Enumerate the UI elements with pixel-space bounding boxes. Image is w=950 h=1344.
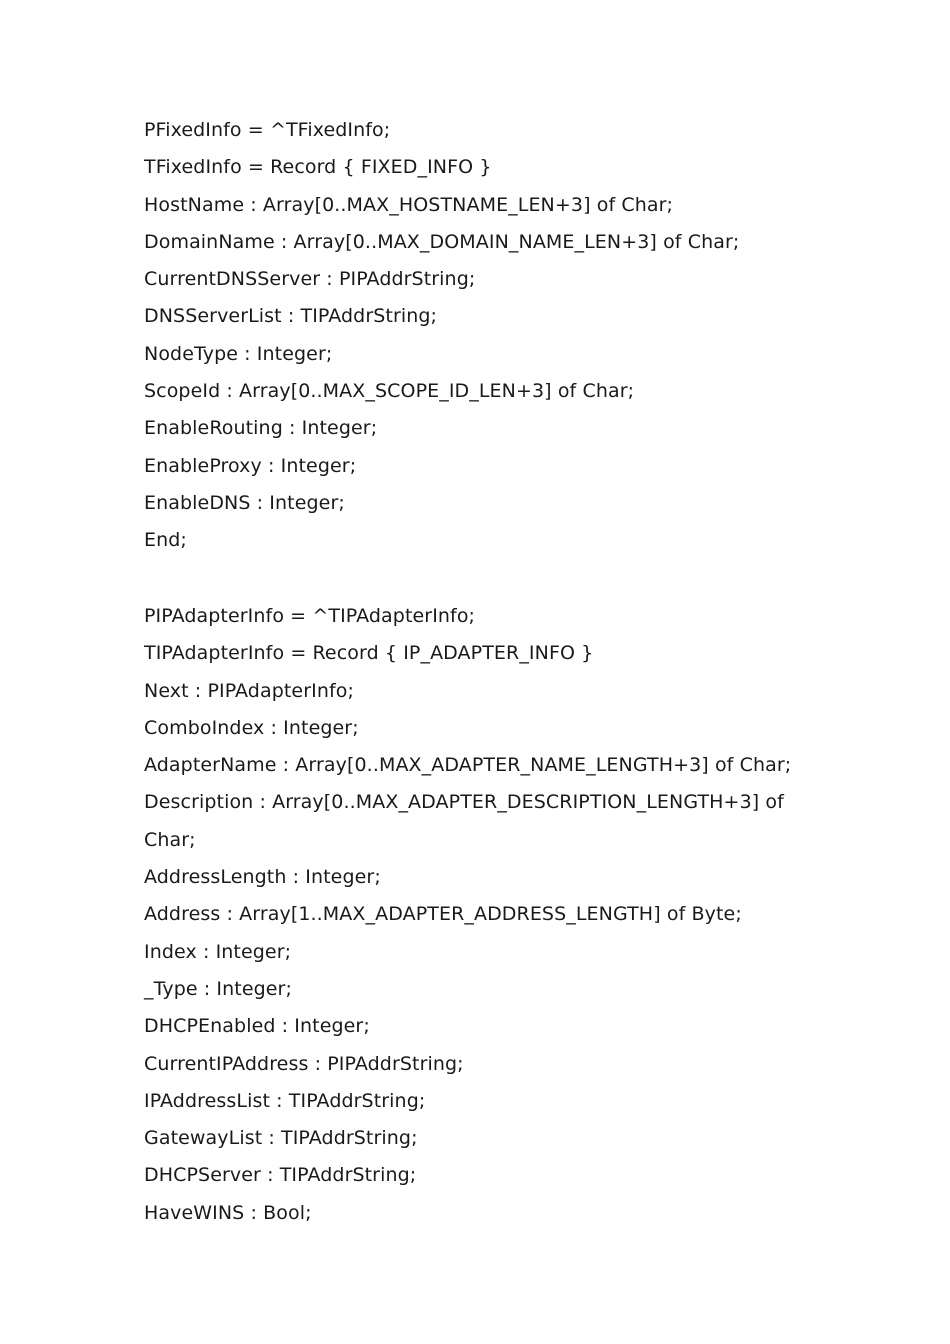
code-line: TFixedInfo = Record { FIXED_INFO } xyxy=(144,156,492,179)
code-line: DHCPServer : TIPAddrString; xyxy=(144,1164,417,1187)
fixed-info-declaration xyxy=(144,112,844,560)
code-line: IPAddressList : TIPAddrString; xyxy=(144,1089,426,1112)
adapter-info-declaration xyxy=(144,598,844,1232)
code-line: GatewayList : TIPAddrString; xyxy=(144,1127,418,1150)
code-line: DomainName : Array[0..MAX_DOMAIN_NAME_LEN+3] of Char; xyxy=(144,230,740,253)
code-line: EnableRouting : Integer; xyxy=(144,417,378,440)
code-line: Index : Integer; xyxy=(144,940,292,963)
code-line: AdapterName : Array[0..MAX_ADAPTER_NAME_LENGTH+3] of Char; xyxy=(144,754,792,777)
code-line: DHCPEnabled : Integer; xyxy=(144,1015,370,1038)
code-line: PFixedInfo = ^TFixedInfo; xyxy=(144,119,391,141)
code-line: EnableProxy : Integer; xyxy=(144,454,357,477)
code-line: ScopeId : Array[0..MAX_SCOPE_ID_LEN+3] of Char; xyxy=(144,380,635,403)
code-line: DNSServerList : TIPAddrString; xyxy=(144,305,438,328)
code-line: TIPAdapterInfo = Record { IP_ADAPTER_INFO } xyxy=(144,642,594,665)
code-line: PIPAdapterInfo = ^TIPAdapterInfo; xyxy=(144,605,476,627)
code-line: Char; xyxy=(144,828,196,851)
code-line: HostName : Array[0..MAX_HOSTNAME_LEN+3] of Char; xyxy=(144,193,674,216)
code-line: CurrentDNSServer : PIPAddrString; xyxy=(144,268,476,291)
code-line: AddressLength : Integer; xyxy=(144,866,381,889)
code-line: ComboIndex : Integer; xyxy=(144,716,359,739)
code-line: HaveWINS : Bool; xyxy=(144,1201,312,1224)
code-line: EnableDNS : Integer; xyxy=(144,491,345,514)
code-line: Next : PIPAdapterInfo; xyxy=(144,679,354,702)
code-line: End; xyxy=(144,529,187,552)
code-line: _Type : Integer; xyxy=(144,977,292,1000)
code-line: NodeType : Integer; xyxy=(144,342,333,365)
code-line: CurrentIPAddress : PIPAddrString; xyxy=(144,1052,464,1075)
code-line: Description : Array[0..MAX_ADAPTER_DESCRIPTION_LENGTH+3] of xyxy=(144,791,784,814)
code-line: Address : Array[1..MAX_ADAPTER_ADDRESS_LENGTH] of Byte; xyxy=(144,903,742,926)
